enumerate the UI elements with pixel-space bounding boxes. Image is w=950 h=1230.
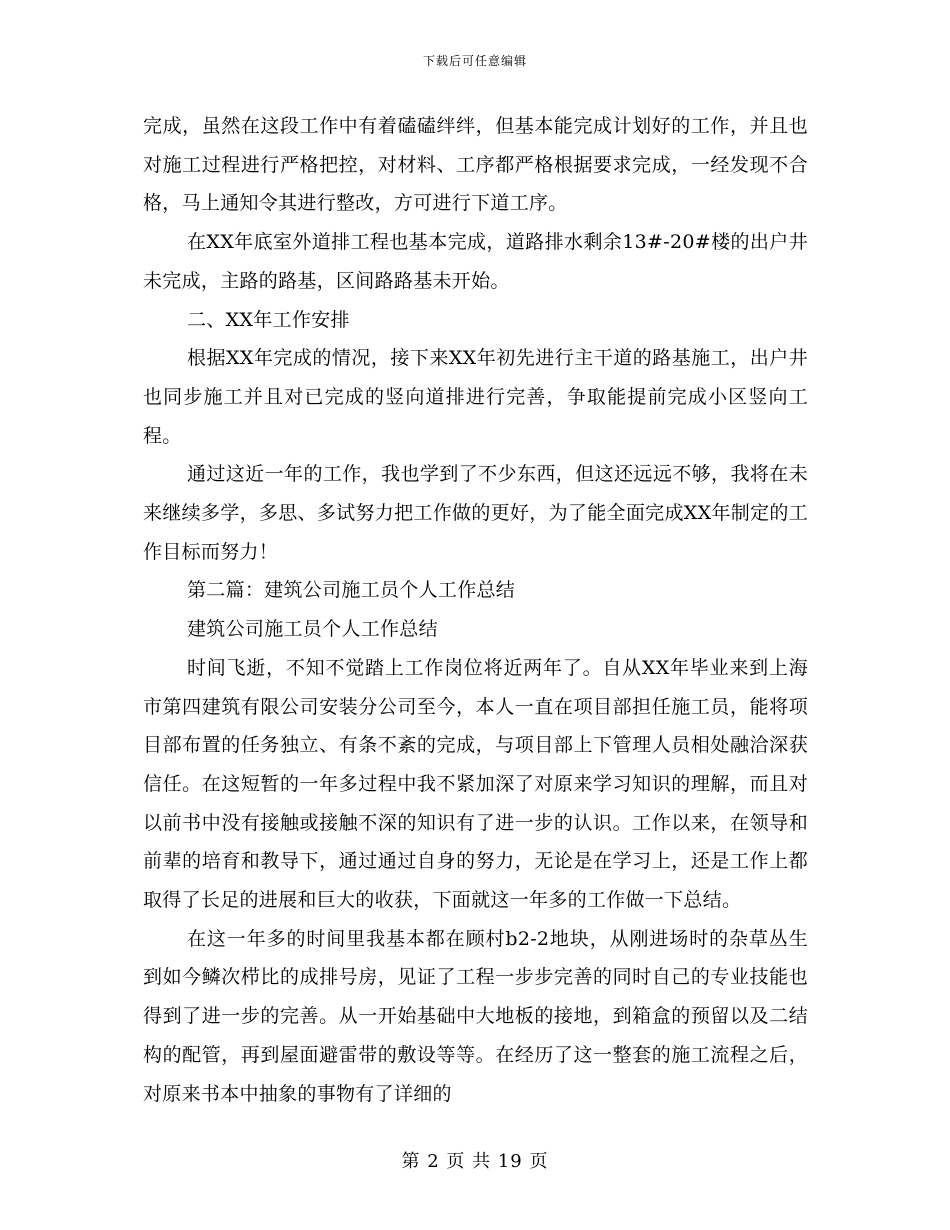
paragraph: 完成，虽然在这段工作中有着磕磕绊绊，但基本能完成计划好的工作，并且也对施工过程进行严格把控，对材料、工序都严格根据要求完成，一经发现不合格，马上通知令其进行整改，方可进行下道工序。 [143,115,808,215]
page-number: 第 2 页 共 19 页 [401,1151,549,1172]
paragraph: 通过这近一年的工作，我也学到了不少东西，但这还远远不够，我将在未来继续多学，多思、多试努力把工作做的更好，为了能全面完成XX年制定的工作目标而努力！ [143,463,808,563]
paragraph: 在XX年底室外道排工程也基本完成，道路排水剩余13#-20#楼的出户井未完成，主路的路基，区间路路基未开始。 [143,231,808,292]
document-body [143,107,808,1113]
document-title: 建筑公司施工员个人工作总结 [187,618,438,641]
paragraph: 时间飞逝，不知不觉踏上工作岗位将近两年了。自从XX年毕业来到上海市第四建筑有限公司安装分公司至今，本人一直在项目部担任施工员，能将项目部布置的任务独立、有条不紊的完成，与项目部上下管理人员相处融洽深获信任。在这短暂的一年多过程中我不紧加深了对原来学习知识的理解，而且对以前书中没有接触或接触不深的知识有了进一步的认识。工作以来，在领导和前辈的培育和教导下，通过通过自身的努力，无论是在学习上，还是工作上都取得了长足的进展和巨大的收获，下面就这一年多的工作做一下总结。 [143,656,808,912]
paragraph: 在这一年多的时间里我基本都在顾村b2-2地块，从刚进场时的杂草丛生到如今鳞次栉比的成排号房，见证了工程一步步完善的同时自己的专业技能也得到了进一步的完善。从一开始基础中大地板的接地，到箱盒的预留以及二结构的配管，再到屋面避雷带的敷设等等。在经历了这一整套的施工流程之后，对原来书本中抽象的事物有了详细的 [143,927,808,1105]
section-heading: 二、XX年工作安排 [187,308,350,331]
chapter-heading: 第二篇：建筑公司施工员个人工作总结 [187,579,516,602]
page-header: 下载后可任意编辑 [422,54,527,68]
paragraph: 根据XX年完成的情况，接下来XX年初先进行主干道的路基施工，出户井也同步施工并且对已完成的竖向道排进行完善，争取能提前完成小区竖向工程。 [143,347,808,447]
